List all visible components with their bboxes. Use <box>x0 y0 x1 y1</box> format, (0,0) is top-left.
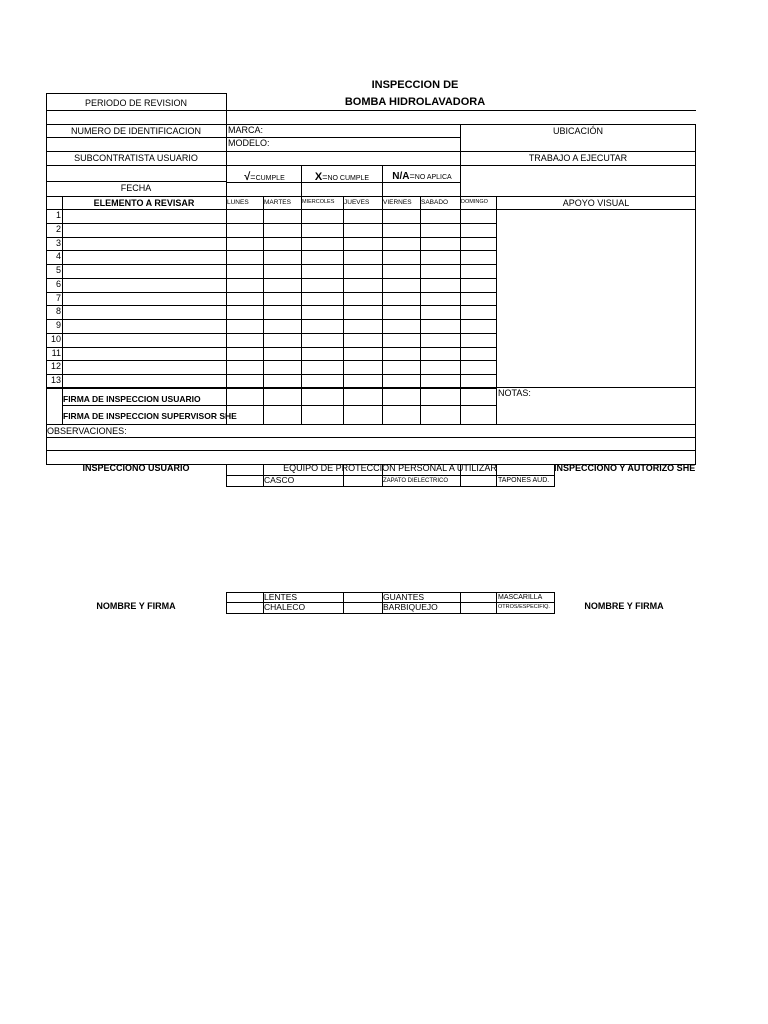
modelo-label: MODELO: <box>228 138 270 148</box>
grid-line <box>46 223 497 224</box>
grid-line <box>226 613 555 614</box>
grid-line <box>695 124 696 465</box>
grid-line <box>46 151 696 152</box>
row-number: 3 <box>55 237 61 248</box>
grid-line <box>46 209 696 210</box>
grid-line <box>226 486 555 487</box>
grid-line <box>46 93 227 94</box>
grid-line <box>46 278 497 279</box>
row-number: 9 <box>55 320 61 330</box>
grid-line <box>460 196 461 425</box>
x-symbol: X <box>314 171 323 183</box>
grid-line <box>46 333 497 334</box>
row-number: 8 <box>55 306 61 317</box>
grid-line <box>226 93 227 197</box>
grid-line <box>496 592 497 614</box>
day-header-jueves: JUEVES <box>344 199 370 206</box>
legend-no-aplica <box>383 167 461 183</box>
row-number: 5 <box>55 265 61 275</box>
grid-line <box>46 165 696 166</box>
ppe-lentes: LENTES <box>264 592 298 602</box>
grid-line <box>46 437 696 438</box>
firma-usuario-label: FIRMA DE INSPECCION USUARIO <box>63 394 201 404</box>
ppe-guantes: GUANTES <box>383 592 425 602</box>
grid-line <box>46 360 497 361</box>
grid-line <box>226 592 227 614</box>
row-number: 11 <box>51 347 61 358</box>
grid-line <box>343 592 344 614</box>
grid-line <box>46 237 497 238</box>
day-header-domingo: DOMINGO <box>461 199 488 205</box>
grid-line <box>382 196 383 425</box>
ubicacion-label: UBICACIÓN <box>552 126 603 136</box>
grid-line <box>46 388 497 389</box>
ppe-barbiquejo: BARBIQUEJO <box>383 602 438 612</box>
ppe-mascarilla: MASCARILLA <box>498 594 543 601</box>
grid-line <box>46 181 227 182</box>
fecha-label: FECHA <box>120 183 152 193</box>
subcontratista-label: SUBCONTRATISTA USUARIO <box>74 153 198 163</box>
row-number: 4 <box>55 251 61 262</box>
grid-line <box>46 196 696 197</box>
inspecciono-she-label: INSPECCIONO Y AUTORIZO SHE <box>554 463 696 473</box>
ppe-tapones: TAPONES AUD. <box>498 477 550 484</box>
trabajo-label: TRABAJO A EJECUTAR <box>528 153 628 163</box>
day-header-miercoles: MIERCOLES <box>302 199 335 205</box>
row-number: 12 <box>50 361 61 372</box>
ppe-casco: CASCO <box>264 475 295 485</box>
grid-line <box>263 196 264 425</box>
day-header-martes: MARTES <box>264 199 291 206</box>
nombre-firma-right: NOMBRE Y FIRMA <box>584 601 664 611</box>
marca-label: MARCA: <box>228 125 264 135</box>
notas-label: NOTAS: <box>498 388 531 398</box>
grid-line <box>62 405 497 406</box>
legend-no-cumple-text: NO CUMPLE <box>327 175 370 182</box>
day-header-sabado: SABADO <box>421 199 449 206</box>
grid-line <box>46 374 497 375</box>
grid-line <box>46 424 696 425</box>
equipo-proteccion-label: EQUIPO DE PROTECCION PERSONAL A UTILIZAR <box>283 463 497 473</box>
row-number: 7 <box>55 292 61 303</box>
legend-equals: = <box>409 171 415 181</box>
grid-line <box>46 110 696 111</box>
ppe-chaleco: CHALECO <box>264 602 306 612</box>
row-number: 6 <box>55 278 61 289</box>
periodo-label: PERIODO DE REVISION <box>84 98 188 108</box>
grid-line <box>496 196 497 425</box>
grid-line <box>62 196 63 425</box>
title-line-1: INSPECCION DE <box>371 79 459 91</box>
na-symbol: N/A <box>392 171 410 182</box>
grid-line <box>420 196 421 425</box>
elemento-header: ELEMENTO A REVISAR <box>93 198 195 208</box>
legend-cumple-text: CUMPLE <box>255 175 285 182</box>
grid-line <box>46 319 497 320</box>
nombre-firma-left: NOMBRE Y FIRMA <box>96 601 176 611</box>
legend-equals: = <box>250 172 256 182</box>
grid-line <box>46 124 696 125</box>
apoyo-visual-header: APOYO VISUAL <box>562 198 630 208</box>
firma-supervisor-label: FIRMA DE INSPECCION SUPERVISOR SHE <box>63 411 237 421</box>
ppe-otros: OTROS/ESPECIFIQ. <box>498 604 550 610</box>
grid-line <box>226 196 227 425</box>
legend-equals: = <box>322 172 328 182</box>
legend-cumple <box>228 168 301 184</box>
grid-line <box>46 305 497 306</box>
title-line-2: BOMBA HIDROLAVADORA <box>344 96 486 108</box>
grid-line <box>46 450 696 451</box>
day-header-lunes: LUNES <box>227 199 249 206</box>
grid-line <box>301 196 302 425</box>
row-number: 10 <box>50 333 61 344</box>
grid-line <box>460 592 461 614</box>
row-number: 1 <box>55 210 61 220</box>
ppe-zapato: ZAPATO DIELECTRICO <box>383 478 449 484</box>
legend-no-cumple <box>302 168 382 184</box>
grid-line <box>46 250 497 251</box>
observaciones-label: OBSERVACIONES: <box>47 426 127 436</box>
row-number: 2 <box>55 223 61 234</box>
grid-line <box>46 264 497 265</box>
row-number: 13 <box>50 375 61 385</box>
day-header-viernes: VIERNES <box>383 199 412 206</box>
check-symbol: √ <box>244 171 251 183</box>
grid-line <box>343 196 344 425</box>
numero-label: NUMERO DE IDENTIFICACION <box>70 126 201 136</box>
legend-no-aplica-text: NO APLICA <box>414 174 452 181</box>
grid-line <box>46 387 696 388</box>
grid-line <box>46 347 497 348</box>
inspecciono-usuario-label: INSPECCIONO USUARIO <box>82 463 190 473</box>
grid-line <box>46 292 497 293</box>
